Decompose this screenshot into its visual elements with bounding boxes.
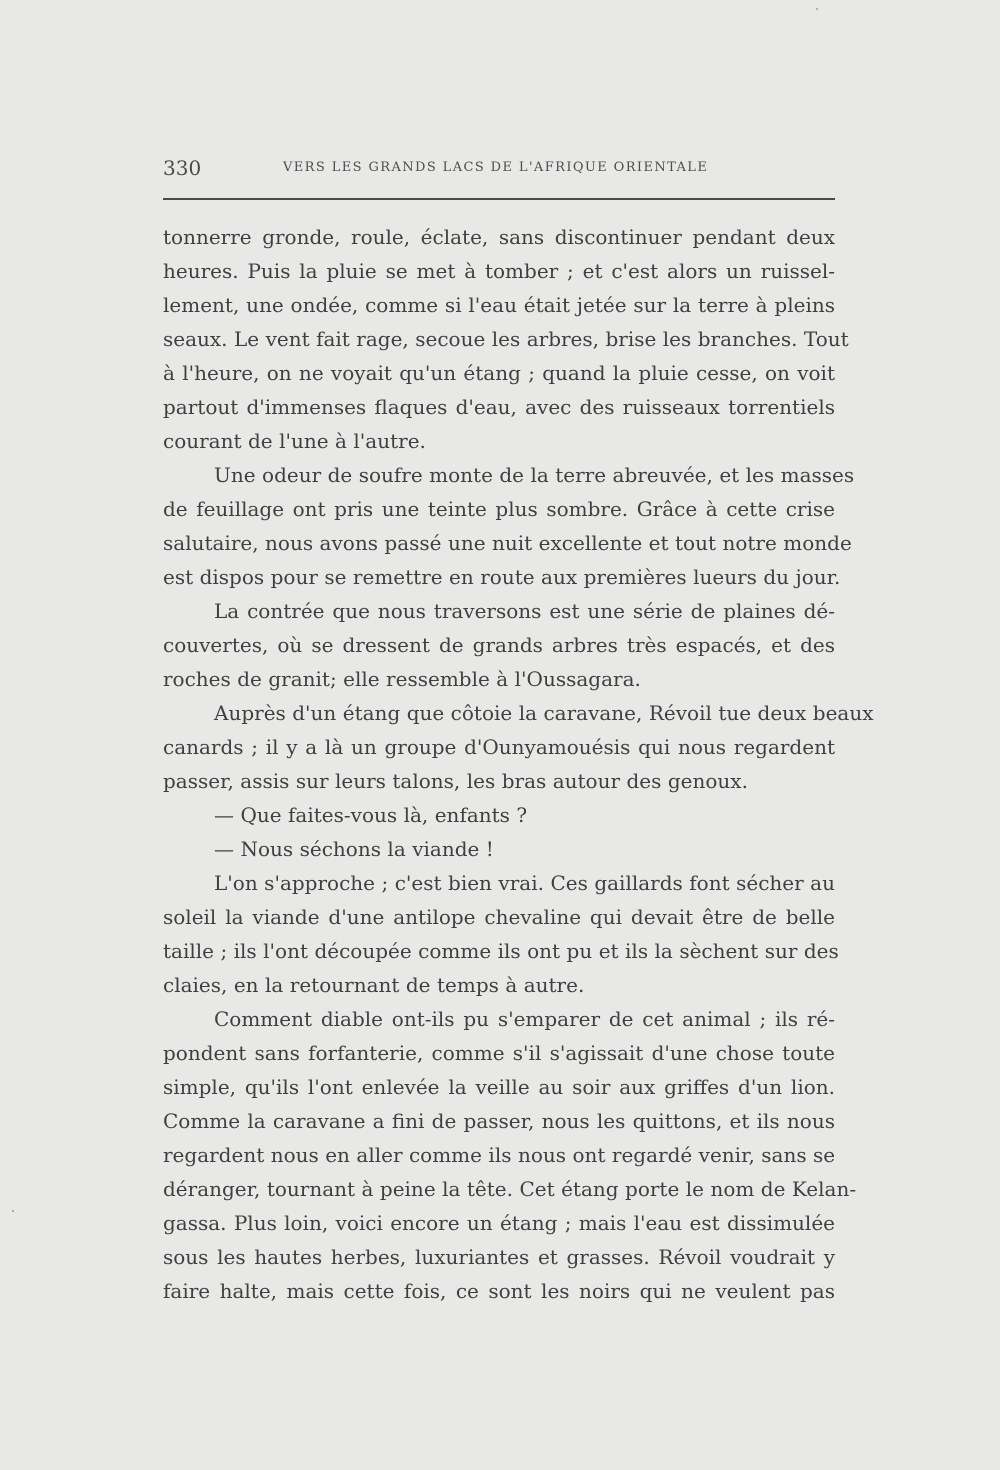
header-rule xyxy=(163,198,835,200)
text-line: taille ; ils l'ont découpée comme ils ont pu et ils la sèchent sur des xyxy=(163,939,839,963)
dialogue-line: — Nous séchons la viande ! xyxy=(214,837,494,861)
paper-speck xyxy=(12,1210,14,1212)
text-line: roches de granit; elle ressemble à l'Oussagara. xyxy=(163,667,641,691)
text-line: partout d'immenses flaques d'eau, avec des ruisseaux torrentiels xyxy=(163,395,835,419)
text-line: seaux. Le vent fait rage, secoue les arbres, brise les branches. Tout xyxy=(163,327,849,351)
text-line: canards ; il y a là un groupe d'Ounyamouésis qui nous regardent xyxy=(163,735,835,759)
text-line: Comme la caravane a fini de passer, nous les quittons, et ils nous xyxy=(163,1109,835,1133)
page-number: 330 xyxy=(163,156,202,180)
dialogue-line: — Que faites-vous là, enfants ? xyxy=(214,803,528,827)
text-line: salutaire, nous avons passé une nuit excellente et tout notre monde xyxy=(163,531,852,555)
text-line: Auprès d'un étang que côtoie la caravane, Révoil tue deux beaux xyxy=(214,701,874,725)
text-line: passer, assis sur leurs talons, les bras autour des genoux. xyxy=(163,769,748,793)
text-line: heures. Puis la pluie se met à tomber ; et c'est alors un ruissel- xyxy=(163,259,835,283)
text-line: claies, en la retournant de temps à autre. xyxy=(163,973,585,997)
text-line: Une odeur de soufre monte de la terre abreuvée, et les masses xyxy=(214,463,855,487)
paper-speck xyxy=(816,8,818,10)
text-line: pondent sans forfanterie, comme s'il s'agissait d'une chose toute xyxy=(163,1041,835,1065)
text-line: de feuillage ont pris une teinte plus sombre. Grâce à cette crise xyxy=(163,497,835,521)
text-line: soleil la viande d'une antilope chevaline qui devait être de belle xyxy=(163,905,835,929)
text-line: gassa. Plus loin, voici encore un étang ; mais l'eau est dissimulée xyxy=(163,1211,835,1235)
page-header xyxy=(163,154,835,182)
text-line: tonnerre gronde, roule, éclate, sans discontinuer pendant deux xyxy=(163,225,835,249)
body-text xyxy=(163,220,874,1308)
text-line: sous les hautes herbes, luxuriantes et grasses. Révoil voudrait y xyxy=(163,1245,835,1269)
text-line: est dispos pour se remettre en route aux premières lueurs du jour. xyxy=(163,565,841,589)
text-line: La contrée que nous traversons est une série de plaines dé- xyxy=(214,599,835,623)
text-line: Comment diable ont-ils pu s'emparer de cet animal ; ils ré- xyxy=(214,1007,835,1031)
text-line: simple, qu'ils l'ont enlevée la veille au soir aux griffes d'un lion. xyxy=(163,1075,835,1099)
running-title: VERS LES GRANDS LACS DE L'AFRIQUE ORIENTALE xyxy=(283,160,709,175)
text-line: à l'heure, on ne voyait qu'un étang ; quand la pluie cesse, on voit xyxy=(163,361,835,385)
text-line: faire halte, mais cette fois, ce sont les noirs qui ne veulent pas xyxy=(163,1279,835,1303)
text-line: regardent nous en aller comme ils nous ont regardé venir, sans se xyxy=(163,1143,836,1167)
text-line: courant de l'une à l'autre. xyxy=(163,429,426,453)
text-line: L'on s'approche ; c'est bien vrai. Ces gaillards font sécher au xyxy=(214,871,835,895)
text-line: déranger, tournant à peine la tête. Cet étang porte le nom de Kelan- xyxy=(163,1177,857,1201)
text-line: lement, une ondée, comme si l'eau était jetée sur la terre à pleins xyxy=(163,293,835,317)
text-line: couvertes, où se dressent de grands arbres très espacés, et des xyxy=(163,633,835,657)
